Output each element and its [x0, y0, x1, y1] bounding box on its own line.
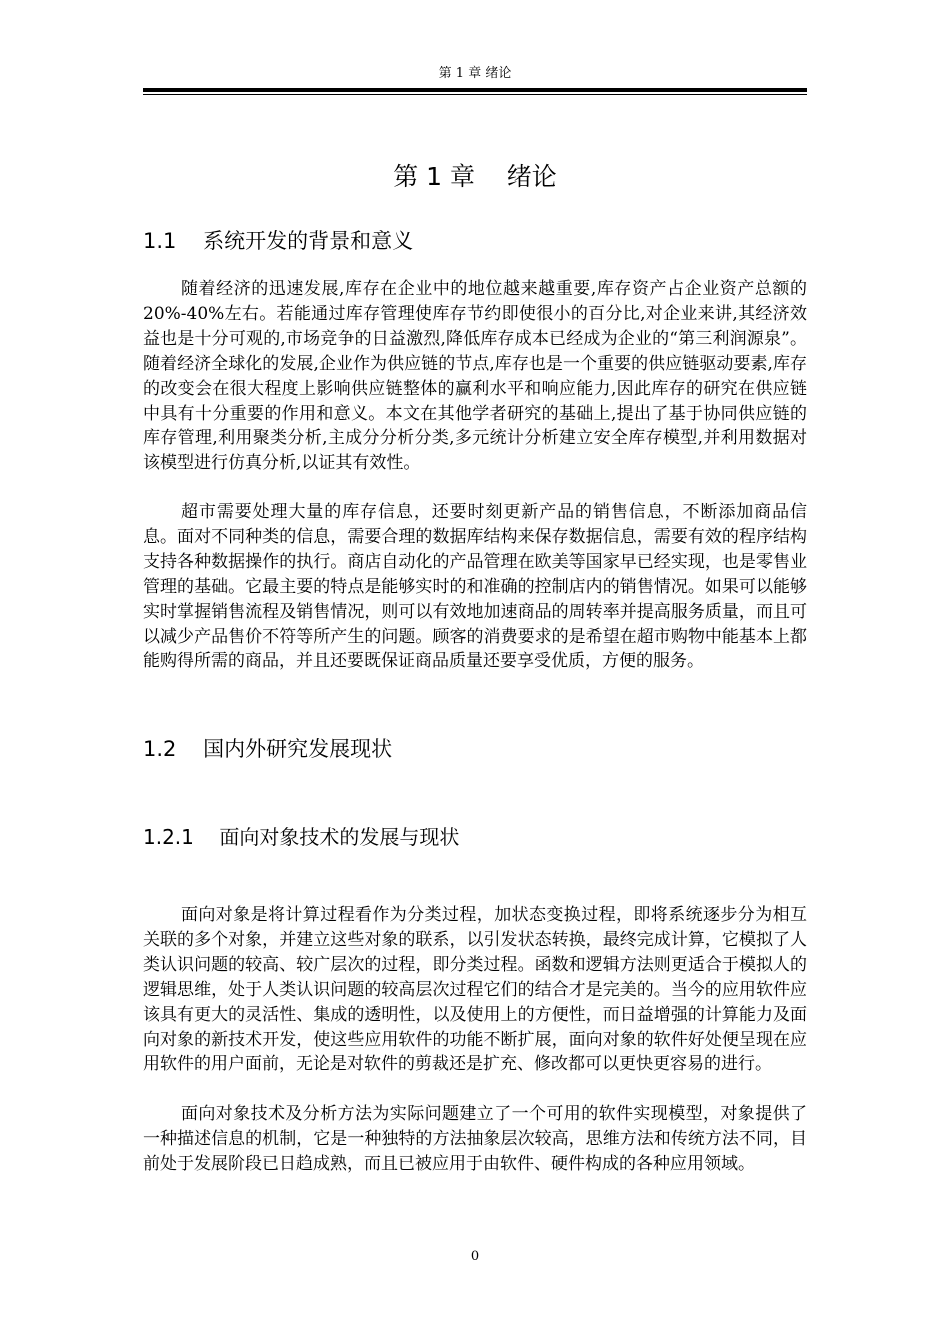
paragraph: 面向对象是将计算过程看作为分类过程，加状态变换过程，即将系统逐步分为相互关联的多个对象，并建立这些对象的联系，以引发状态转换，最终完成计算，它模拟了人类认识问题的较高、较广层次的过程，即分类过程。函数和逻辑方法则更适合于模拟人的逻辑思维，处于人类认识问题的较高层次过程它们的结合才是完美的。当今的应用软件应该具有更大的灵活性、集成的透明性，以及使用上的方便性，而日益增强的计算能力及面向对象的新技术开发，使这些应用软件的功能不断扩展，面向对象的软件好处便呈现在应用软件的用户面前，无论是对软件的剪裁还是扩充、修改都可以更快更容易的进行。: [143, 905, 807, 1075]
section-heading-1-1: 1.1 系统开发的背景和意义: [143, 229, 414, 253]
chapter-title: 第 1 章 绪论: [393, 162, 557, 191]
header-rule-thin: [143, 94, 807, 95]
paragraph: 面向对象技术及分析方法为实际问题建立了一个可用的软件实现模型，对象提供了一种描述信息的机制，它是一种独特的方法抽象层次较高，思维方法和传统方法不同，目前处于发展阶段已日趋成熟，而且已被应用于由软件、硬件构成的各种应用领域。: [143, 1104, 807, 1174]
running-header: 第 1 章 绪论: [438, 66, 512, 81]
subsection-heading-1-2-1: 1.2.1 面向对象技术的发展与现状: [143, 825, 460, 849]
header-rule-thick: [143, 88, 807, 92]
paragraph: 超市需要处理大量的库存信息，还要时刻更新产品的销售信息，不断添加商品信息。面对不同种类的信息，需要合理的数据库结构来保存数据信息，需要有效的程序结构支持各种数据操作的执行。商店自动化的产品管理在欧美等国家早已经实现，也是零售业管理的基础。它最主要的特点是能够实时的和准确的控制店内的销售情况。如果可以能够实时掌握销售流程及销售情况，则可以有效地加速商品的周转率并提高服务质量，而且可以减少产品售价不符等所产生的问题。顾客的消费要求的是希望在超市购物中能基本上都能购得所需的商品，并且还要既保证商品质量还要享受优质，方便的服务。: [143, 502, 807, 672]
section-heading-1-2: 1.2 国内外研究发展现状: [143, 737, 393, 761]
page-number: 0: [470, 1249, 480, 1264]
paragraph: 随着经济的迅速发展,库存在企业中的地位越来越重要,库存资产占企业资产总额的 20%-40%左右。若能通过库存管理使库存节约即使很小的百分比,对企业来讲,其经济效益也是十分可观的,市场竞争的日益激烈,降低库存成本已经成为企业的“第三利润源泉”。随着经济全球化的发展,企业作为供应链的节点,库存也是一个重要的供应链驱动要素,库存的改变会在很大程度上影响供应链整体的赢利水平和响应能力,因此库存的研究在供应链中具有十分重要的作用和意义。本文在其他学者研究的基础上,提出了基于协同供应链的库存管理,利用聚类分析,主成分分析分类,多元统计分析建立安全库存模型,并利用数据对该模型进行仿真分析,以证其有效性。: [143, 279, 807, 474]
